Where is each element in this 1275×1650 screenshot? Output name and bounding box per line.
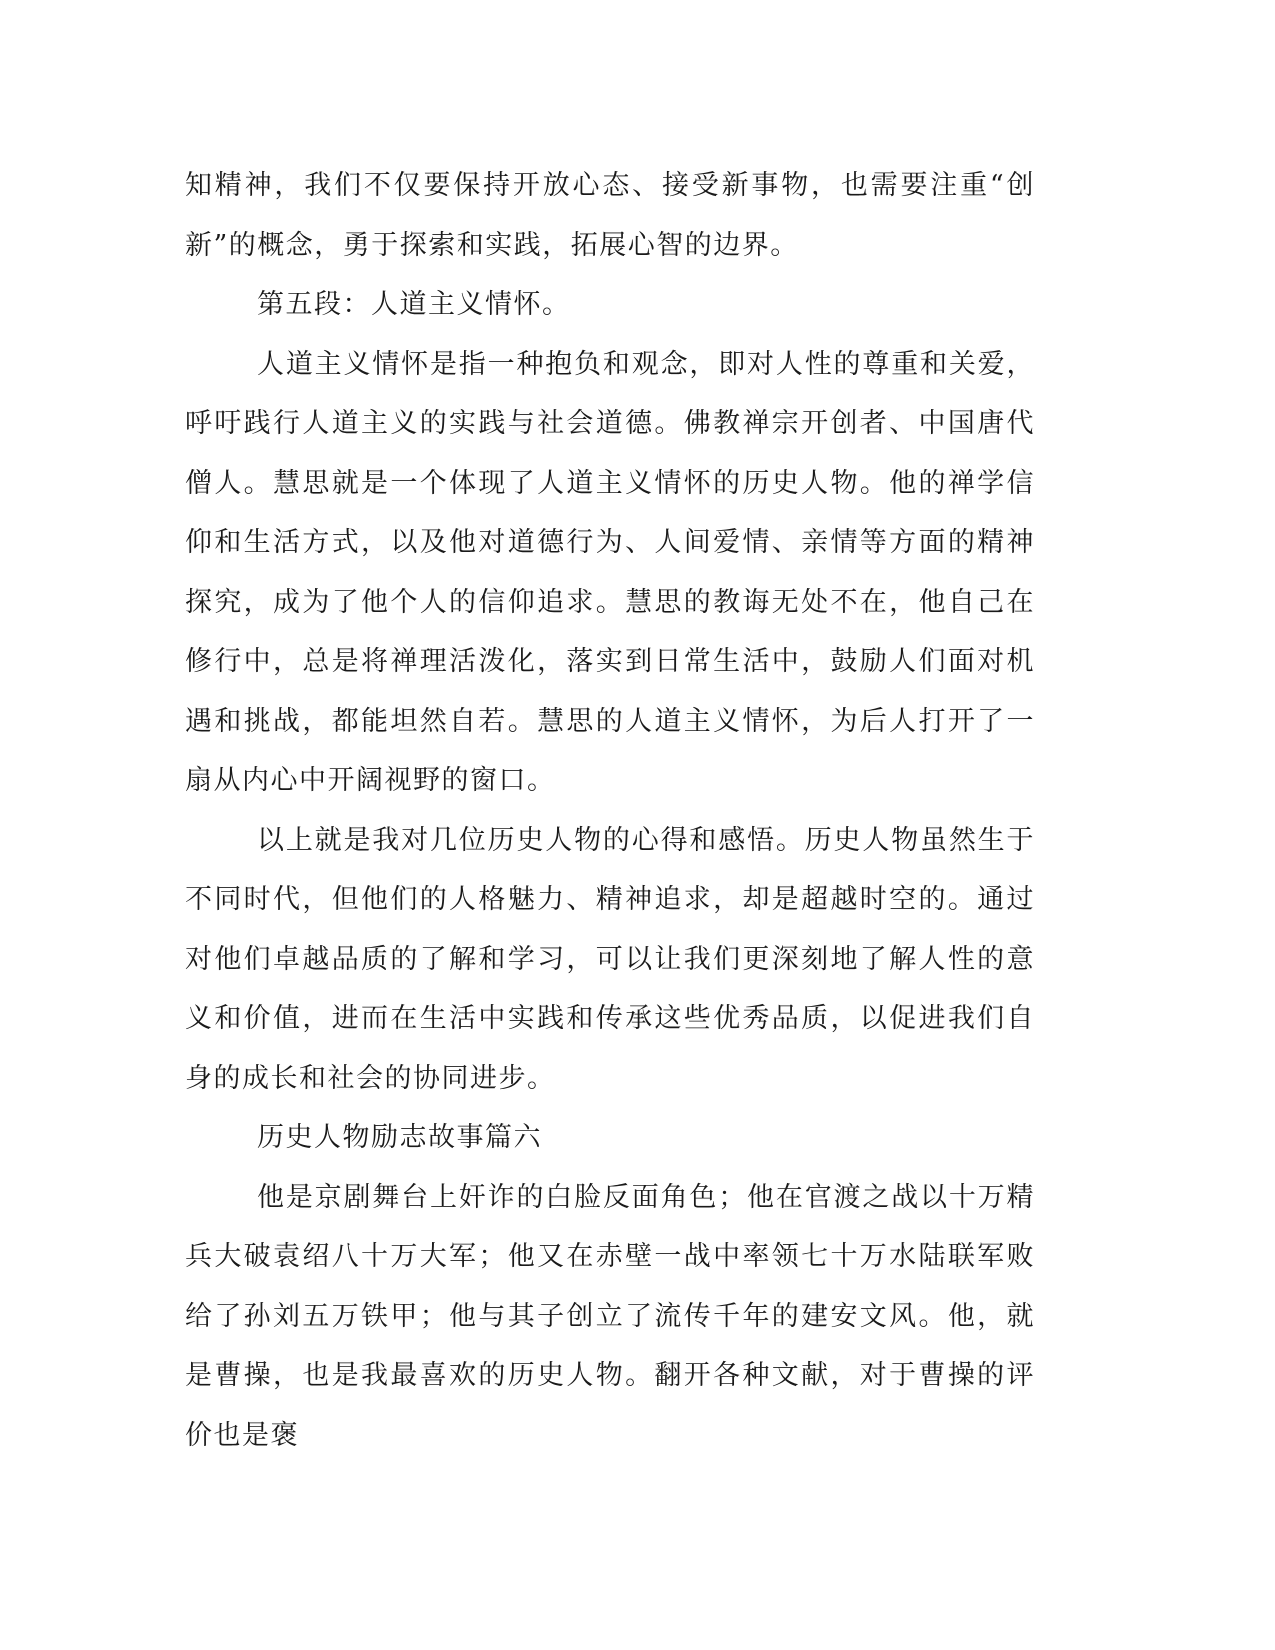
document-body (185, 156, 1035, 1465)
section-title-part-six: 历史人物励志故事篇六 (257, 1122, 542, 1153)
paragraph-humanitarian: 人道主义情怀是指一种抱负和观念，即对人性的尊重和关爱，呼吁践行人道主义的实践与社会道德。佛教禅宗开创者、中国唐代僧人。慧思就是一个体现了人道主义情怀的历史人物。他的禅学信仰和生活方式，以及他对道德行为、人间爱情、亲情等方面的精神探究，成为了他个人的信仰追求。慧思的教诲无处不在，他自己在修行中，总是将禅理活泼化，落实到日常生活中，鼓励人们面对机遇和挑战，都能坦然自若。慧思的人道主义情怀，为后人打开了一扇从内心中开阔视野的窗口。 (185, 348, 1035, 796)
paragraph-cao-cao: 他是京剧舞台上奸诈的白脸反面角色；他在官渡之战以十万精兵大破袁绍八十万大军；他又在赤壁一战中率领七十万水陆联军败给了孙刘五万铁甲；他与其子创立了流传千年的建安文风。他，就是曹操，也是我最喜欢的历史人物。翻开各种文献，对于曹操的评价也是褒 (185, 1181, 1035, 1451)
section-heading-part-five: 第五段：人道主义情怀。 (257, 289, 571, 320)
paragraph-continuation: 知精神，我们不仅要保持开放心态、接受新事物，也需要注重“创新”的概念，勇于探索和实践，拓展心智的边界。 (185, 170, 1035, 261)
paragraph-summary: 以上就是我对几位历史人物的心得和感悟。历史人物虽然生于不同时代，但他们的人格魅力、精神追求，却是超越时空的。通过对他们卓越品质的了解和学习，可以让我们更深刻地了解人性的意义和价值，进而在生活中实践和传承这些优秀品质，以促进我们自身的成长和社会的协同进步。 (185, 824, 1035, 1094)
